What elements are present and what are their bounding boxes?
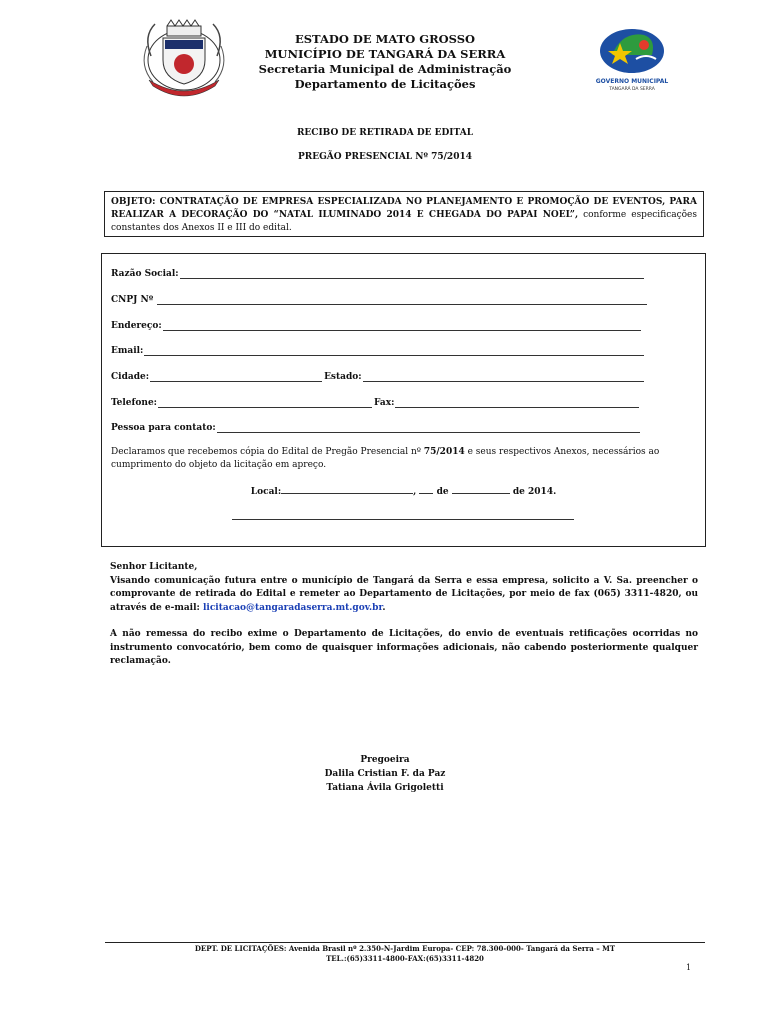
letter-p2: A não remessa do recibo exime o Departamento de Licitações, do envio de eventuais retificações ocorridas no instrumento convocatório, bem como de quaisquer informações adicionais, não cabendo posteriormente qualquer reclamação. (110, 629, 698, 666)
label-endereco: Endereço: (111, 321, 162, 331)
field-telefone-fax[interactable] (111, 398, 639, 408)
declaration-part-a: Declaramos que recebemos cópia do Edital de Pregão Presencial nº (111, 447, 424, 457)
document-titles (230, 128, 540, 176)
label-fax: Fax: (374, 398, 395, 408)
greeting: Senhor Licitante, (110, 562, 198, 572)
label-email: Email: (111, 346, 144, 356)
signature-name-1: Dalila Cristian F. da Paz (324, 769, 446, 779)
label-razao-social: Razão Social: (111, 269, 179, 279)
declaration-number: 75/2014 (423, 447, 465, 457)
field-cidade-estado[interactable] (111, 372, 644, 382)
letterhead (230, 32, 540, 92)
email-link[interactable]: licitacao@tangaradaserra.mt.gov.br (202, 602, 383, 613)
object-normal-text: conforme especificações constantes dos Anexos II e III do edital. (111, 210, 698, 233)
label-de-2: de 2014. (509, 487, 557, 497)
department-name: Departamento de Licitações (294, 77, 476, 91)
governo-municipal-logo-icon (592, 25, 672, 100)
state-name: ESTADO DE MATO GROSSO (294, 32, 476, 46)
local-comma: , (413, 487, 420, 497)
letter-p1: Visando comunicação futura entre o município de Tangará da Serra e essa empresa, solicito a V. Sa. preencher o comprovante de retirada do Edital e remeter ao Departamento de Licitações, por meio de fax (065) 3311-4820, ou através de e-mail: (110, 575, 698, 613)
footer-divider (105, 942, 705, 943)
signature-line[interactable] (232, 519, 574, 520)
label-estado: Estado: (324, 372, 362, 382)
footer-address: DEPT. DE LICITAÇÕES: Avenida Brasil nº 2.350-N-Jardim Europa- CEP: 78.300-000- Tangará da Serra – MT (194, 944, 616, 953)
label-de-1: de (433, 487, 452, 497)
declaration-part-b: e seus respectivos Anexos, necessários ao cumprimento do objeto da licitação em apreço. (111, 447, 660, 470)
receipt-form (101, 253, 706, 547)
label-cidade: Cidade: (111, 372, 150, 382)
field-contato[interactable] (111, 423, 640, 433)
receipt-title: RECIBO DE RETIRADA DE EDITAL (296, 128, 474, 138)
label-telefone: Telefone: (111, 398, 158, 408)
label-local: Local: (250, 487, 282, 497)
letter-p1-end: . (382, 602, 386, 613)
footer (105, 944, 705, 964)
municipality-name: MUNICÍPIO DE TANGARÁ DA SERRA (264, 47, 506, 61)
footer-phone: TEL.:(65)3311-4800-FAX:(65)3311-4820 (326, 954, 484, 963)
label-cnpj: CNPJ Nº (111, 295, 154, 305)
letter-body (110, 561, 698, 682)
object-box (104, 191, 704, 237)
signature-role: Pregoeira (360, 755, 410, 765)
field-email[interactable] (111, 346, 644, 356)
field-razao-social[interactable] (111, 269, 644, 279)
page-number: 1 (686, 963, 692, 972)
object-bold-text: OBJETO: CONTRATAÇÃO DE EMPRESA ESPECIALIZADA NO PLANEJAMENTO E PROMOÇÃO DE EVENTOS, PARA REALIZAR A DECORAÇÃO DO “NATAL ILUMINADO 2014 E CHEGADA DO PAPAI NOEL”, (111, 197, 697, 220)
signature-block (230, 753, 540, 795)
signature-name-2: Tatiana Ávila Grigoletti (326, 783, 444, 793)
label-contato: Pessoa para contato: (111, 423, 216, 433)
field-endereco[interactable] (111, 321, 641, 331)
declaration-text (111, 446, 697, 472)
municipal-coat-of-arms-icon (133, 16, 236, 98)
local-date-row[interactable] (102, 485, 705, 497)
gov-logo-subtext: TANGARÁ DA SERRA (609, 87, 655, 92)
field-cnpj[interactable] (111, 295, 647, 305)
gov-logo-text: GOVERNO MUNICIPAL (595, 78, 669, 85)
process-title: PREGÃO PRESENCIAL Nº 75/2014 (298, 152, 472, 162)
secretariat-name: Secretaria Municipal de Administração (258, 62, 512, 76)
